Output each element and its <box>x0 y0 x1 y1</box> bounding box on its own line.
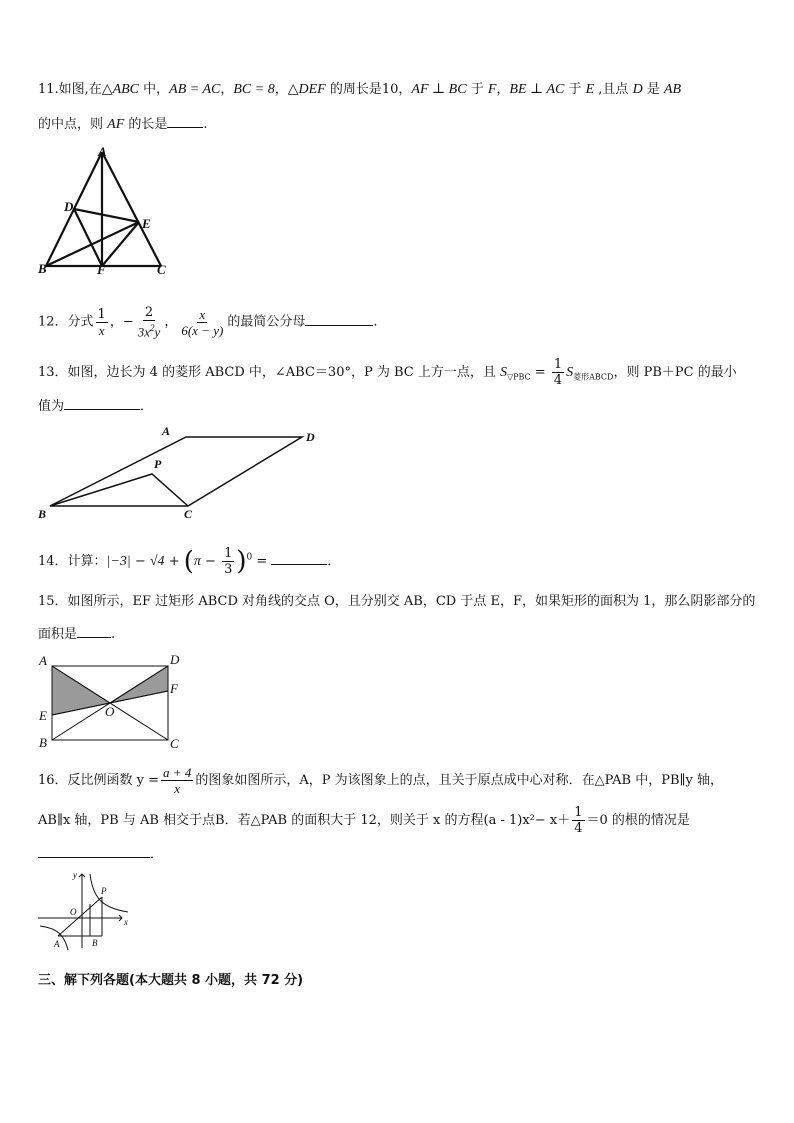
label-f: F <box>170 681 178 696</box>
fraction: $\frac{x}{6(x - y)}$ <box>181 306 224 338</box>
label-x: x <box>124 917 128 927</box>
q11-line2: 的中点，则 AF 的长是 . <box>38 113 208 135</box>
answer-blank[interactable] <box>305 311 373 326</box>
label-o: O <box>105 704 115 719</box>
label-d: D <box>64 199 74 214</box>
q15-line1: 15．如图所示，EF 过矩形 ABCD 对角线的交点 O，且分别交 AB，CD 于点 E，F，如果矩形的面积为 1，那么阴影部分的 <box>38 594 756 609</box>
label-a: A <box>39 653 47 668</box>
label-b: B <box>92 938 98 948</box>
label-p: P <box>101 886 107 896</box>
label-c: C <box>170 736 179 751</box>
answer-blank[interactable] <box>167 113 203 128</box>
q13-line1: 13．如图，边长为 4 的菱形 ABCD 中，∠ABC＝30°，P 为 BC 上方一点，且 $S_{▽PBC}$ = $\frac{1}{4}$ $S_{菱形ABCD}$，则 PB＋PC 的最小 <box>38 357 737 388</box>
q16-line2: AB∥x 轴，PB 与 AB 相交于点B．若△PAB 的面积大于 12，则关于 x 的方程(a - 1)x²− x＋ $\frac{1}{4}$ ＝0 的根的情况是 <box>38 805 690 836</box>
q11-line1: 11.如图,在△ABC 中，AB = AC，BC = 8，△DEF 的周长是10，AF ⊥ BC 于 F，BE ⊥ AC 于 E ,且点 D 是 AB <box>38 82 682 97</box>
label-b: B <box>39 735 47 750</box>
label-a: A <box>54 939 60 949</box>
label-e: E <box>39 708 47 723</box>
label-o: O <box>70 907 77 917</box>
q16-line3: ． <box>38 843 163 865</box>
q16-line1: 16．反比例函数 y = $\frac{a + 4}{x}$ 的图象如图所示，A，P 为该图象上的点，且关于原点成中心对称．在△PAB 中，PB∥y 轴， <box>38 765 724 796</box>
label-y: y <box>73 870 77 880</box>
label-d: D <box>170 652 180 667</box>
label-f: F <box>97 262 106 275</box>
label-a: A <box>162 424 171 438</box>
label-b: B <box>38 261 47 275</box>
label-b: B <box>38 507 47 521</box>
answer-blank[interactable] <box>64 395 140 410</box>
fraction: $\frac{1}{3}$ <box>224 546 233 577</box>
answer-blank[interactable] <box>271 550 327 565</box>
label-c: C <box>184 507 193 521</box>
fraction: $\frac{1}{4}$ <box>553 357 563 388</box>
fraction: $\frac{1}{4}$ <box>574 805 583 836</box>
label-d: D <box>306 430 315 444</box>
fraction: $\frac{a + 4}{x}$ <box>163 765 192 796</box>
label-e: E <box>142 216 151 231</box>
q16-graph-figure <box>36 868 146 956</box>
q14-line: 14．计算：|−3| − √4 + (π − $\frac{1}{3}$ )$^0$ = ． <box>38 546 341 577</box>
q12-line: 12．分式 $\frac{1}{x}$ ，− $\frac{2}{3x^2y}$ ， $\frac{x}{6(x - y)}$ 的最简公分母 . <box>38 305 378 340</box>
label-a: A <box>98 144 107 159</box>
label-p: P <box>154 457 162 471</box>
fraction: $\frac{1}{x}$ <box>97 306 106 338</box>
q13-line2: 值为 ． <box>38 395 153 417</box>
q13-rhombus-figure <box>36 424 326 524</box>
answer-blank[interactable] <box>77 623 111 638</box>
section-heading: 三、解下列各题(本大题共 8 小题，共 72 分) <box>38 973 304 988</box>
answer-blank[interactable] <box>38 843 150 858</box>
q15-line2: 面积是 . <box>38 623 115 645</box>
fraction: $\frac{2}{3x^2y}$ <box>137 305 161 340</box>
q11-triangle-figure <box>36 140 176 275</box>
q15-rectangle-figure <box>36 651 186 751</box>
label-c: C <box>157 262 166 275</box>
